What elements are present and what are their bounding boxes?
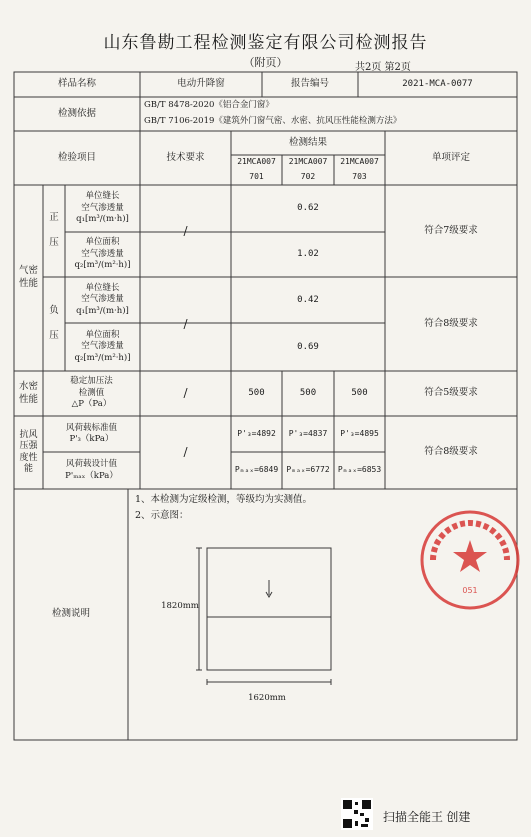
svg-text:051: 051 — [462, 586, 478, 595]
sample-2-id: 21MCA007 — [288, 157, 328, 167]
header-tech: 技术要求 — [166, 151, 205, 163]
wind-pmax-2: Pₘₐₓ=6772 — [286, 465, 330, 475]
air-pos-verdict: 符合7级要求 — [424, 224, 478, 236]
sample-1-id: 21MCA007 — [237, 157, 276, 167]
air-pos-len-value: 0.62 — [297, 203, 319, 214]
page-info: 共2页 第2页 — [355, 62, 411, 73]
wind-item-standard: 风荷载标准值 P'₃（kPa） — [65, 422, 117, 444]
basis-label: 检测依据 — [57, 107, 96, 119]
report-no-label: 报告编号 — [290, 78, 329, 90]
header-results: 检测结果 — [288, 136, 327, 148]
report-no-value: 2021-MCA-0077 — [402, 79, 473, 90]
wind-pmax-3: Pₘₐₓ=6853 — [337, 465, 382, 475]
wind-p3-2: P'₃=4837 — [288, 428, 328, 438]
header-verdict: 单项评定 — [431, 151, 470, 163]
sample-2-suffix: 702 — [300, 172, 316, 182]
sample-name-label: 样品名称 — [57, 78, 96, 90]
header-item: 检验项目 — [57, 151, 96, 163]
air-neg-tech: / — [183, 316, 188, 331]
sample-1-suffix: 701 — [249, 172, 264, 182]
water-value-2: 500 — [299, 388, 317, 399]
diagram-width-label: 1620mm — [248, 693, 286, 704]
water-verdict: 符合5级要求 — [424, 387, 478, 399]
air-pos-tech: / — [183, 223, 188, 238]
report-title: 山东鲁勘工程检测鉴定有限公司检测报告 — [103, 33, 428, 53]
water-item: 稳定加压法 检测值 △P（Pa） — [70, 376, 113, 410]
sample-3-id: 21MCA007 — [340, 157, 379, 167]
water-value-1: 500 — [248, 388, 265, 399]
basis-line-2: GB/T 7106-2019《建筑外门窗气密、水密、抗风压性能检测方法》 — [144, 115, 402, 126]
air-pos-len-item: 单位缝长 空气渗透量 q₁[m³/(m·h)] — [76, 191, 129, 225]
wind-tech: / — [183, 445, 188, 460]
notes-line-1: 1、本检测为定级检测，等级均为实测值。 — [135, 493, 313, 505]
air-group-label: 气密 性能 — [18, 265, 38, 289]
wind-verdict: 符合8级要求 — [424, 446, 478, 458]
notes-label: 检测说明 — [51, 608, 90, 620]
footer-text: 扫描全能王 创建 — [383, 810, 471, 824]
air-positive-label: 正 压 — [49, 211, 59, 249]
air-neg-area-item: 单位面积 空气渗透量 q₂[m³/(m²·h)] — [74, 329, 131, 363]
wind-item-design: 风荷载设计值 P'ₘₐₓ（kPa） — [65, 459, 118, 481]
notes-line-2: 2、示意图： — [135, 509, 189, 521]
water-value-3: 500 — [351, 388, 368, 399]
air-pos-area-item: 单位面积 空气渗透量 q₂[m³/(m²·h)] — [74, 237, 131, 271]
air-pos-area-value: 1.02 — [297, 249, 319, 260]
wind-group-label: 抗风 压强 度性 能 — [19, 430, 38, 474]
official-stamp — [415, 505, 525, 615]
diagram-height-label: 1820mm — [161, 601, 199, 612]
wind-p3-1: P'₃=4892 — [237, 428, 276, 438]
air-negative-label: 负 压 — [49, 304, 59, 342]
air-neg-area-value: 0.69 — [297, 341, 319, 352]
air-neg-len-item: 单位缝长 空气渗透量 q₁[m³/(m·h)] — [76, 282, 129, 316]
sample-name-value: 电动升降窗 — [177, 78, 225, 90]
sample-3-suffix: 703 — [352, 172, 367, 182]
wind-pmax-1: Pₘₐₓ=6849 — [234, 465, 279, 475]
air-neg-verdict: 符合8级要求 — [424, 317, 478, 329]
water-group-label: 水密 性能 — [18, 380, 38, 405]
report-subtitle: （附页） — [243, 56, 288, 69]
air-neg-len-value: 0.42 — [297, 294, 319, 305]
basis-line-1: GB/T 8478-2020《铝合金门窗》 — [144, 99, 274, 110]
wind-p3-3: P'₃=4895 — [340, 428, 379, 438]
water-tech: / — [183, 386, 188, 401]
